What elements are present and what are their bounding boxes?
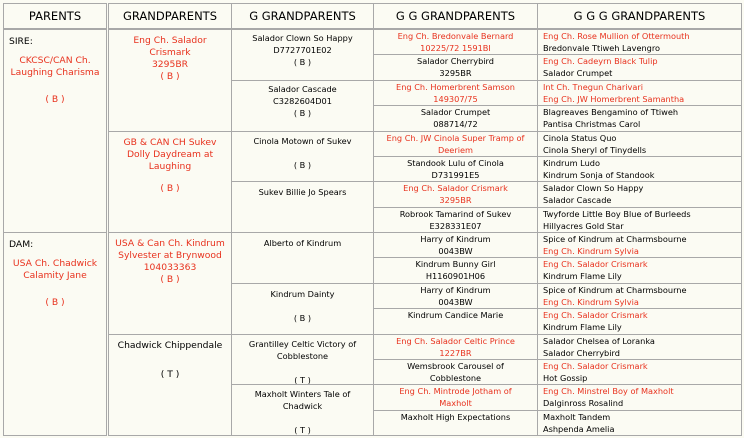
dog-name: Kindrum Sonja of Standook — [543, 169, 655, 180]
ggg-grandparent-cell[interactable] — [537, 232, 742, 258]
dog-name: D7727701E02 — [273, 45, 332, 55]
dog-name: Laughing Charisma — [10, 67, 100, 78]
gg-grandparent-cell[interactable] — [373, 207, 538, 233]
coat-color: ( B ) — [293, 107, 312, 118]
dog-name: Eng Ch. Kindrum Sylvia — [543, 246, 639, 256]
dog-name: Salador Cherrybird — [417, 56, 494, 67]
coat-color: ( B ) — [160, 71, 180, 82]
dog-name: Chadwick Chippendale — [117, 339, 223, 351]
dog-name: Deeriem — [437, 144, 474, 155]
ggg-grandparent-cell[interactable] — [537, 131, 742, 157]
gg-grandparent-cell[interactable] — [373, 131, 538, 157]
dog-name: Laughing — [148, 160, 192, 172]
dog-name: Chadwick — [282, 401, 323, 412]
coat-color: ( B ) — [293, 312, 312, 323]
grandparent-cell[interactable] — [108, 29, 232, 132]
dog-name: Standook Lulu of Cinola — [407, 157, 504, 168]
dog-name: D731991E5 — [431, 169, 480, 180]
coat-color: ( B ) — [160, 182, 180, 194]
grandparent-cell[interactable] — [108, 232, 232, 335]
column-header: GRANDPARENTS — [108, 3, 232, 29]
dog-name: Kindrum Flame Lily — [543, 322, 622, 333]
dog-name: Sylvester at Brynwood — [118, 250, 222, 261]
dog-name: Cinola Sheryl of Tinydells — [543, 144, 647, 155]
dog-name: 10225/72 1591BI — [420, 43, 491, 53]
dog-name: Salador Clown So Happy — [252, 33, 353, 43]
dog-name: Hillyacres Gold Star — [543, 220, 624, 231]
dog-name: Kindrum Flame Lily — [543, 271, 622, 282]
dam-label: DAM: — [9, 239, 34, 250]
dog-name: Cobblestone — [276, 350, 329, 361]
dog-name: Dolly Daydream at — [126, 148, 214, 160]
dog-name: Eng Ch. Kindrum Sylvia — [543, 296, 639, 307]
ggg-grandparent-cell[interactable] — [537, 359, 742, 385]
g-grandparent-cell[interactable] — [231, 232, 374, 284]
ggg-grandparent-cell[interactable] — [537, 29, 742, 55]
dog-name: Eng Ch. Minstrel Boy of Maxholt — [543, 386, 674, 397]
dog-name: 149307/75 — [433, 93, 478, 104]
g-grandparent-cell[interactable] — [231, 384, 374, 436]
gg-grandparent-cell[interactable] — [373, 181, 538, 207]
dog-name: Bredonvale Ttiweh Lavengro — [543, 43, 661, 53]
gg-grandparent-cell[interactable] — [373, 334, 538, 360]
dog-name: Salador Chelsea of Loranka — [543, 335, 655, 346]
dog-name: Eng Ch. JW Homerbrent Samantha — [543, 93, 685, 104]
ggg-grandparent-cell[interactable] — [537, 54, 742, 80]
dog-name: Sukev Billie Jo Spears — [258, 187, 347, 198]
dog-name: 0043BW — [438, 296, 473, 307]
dog-name: Blagreaves Bengamino of Ttiweh — [543, 107, 679, 118]
dog-name: Maxholt Winters Tale of — [254, 389, 351, 400]
dog-name: Eng Ch. Salador Crismark — [543, 259, 648, 270]
dog-name: Eng Ch. Salador Crismark — [543, 360, 648, 371]
dog-name: Salador Cascade — [268, 83, 337, 94]
gg-grandparent-cell[interactable] — [373, 232, 538, 258]
ggg-grandparent-cell[interactable] — [537, 207, 742, 233]
dog-name: Salador Cherrybird — [543, 347, 620, 358]
dog-name: Spice of Kindrum at Charmsbourne — [543, 234, 687, 244]
dog-name: Kindrum Ludo — [543, 157, 600, 168]
ggg-grandparent-cell[interactable] — [537, 105, 742, 131]
gg-grandparent-cell[interactable] — [373, 156, 538, 182]
dog-name: 088714/72 — [433, 119, 478, 130]
ggg-grandparent-cell[interactable] — [537, 257, 742, 283]
dog-name: Ashpenda Amelia — [543, 423, 615, 434]
coat-color: ( B ) — [45, 94, 65, 105]
gg-grandparent-cell[interactable] — [373, 105, 538, 131]
dog-name: Eng Ch. Salador Celtic Prince — [396, 335, 515, 346]
gg-grandparent-cell[interactable] — [373, 54, 538, 80]
g-grandparent-cell[interactable] — [231, 334, 374, 386]
dog-name: Maxholt High Expectations — [400, 411, 511, 422]
g-grandparent-cell[interactable] — [231, 80, 374, 132]
gg-grandparent-cell[interactable] — [373, 384, 538, 410]
grandparent-cell[interactable] — [108, 334, 232, 437]
dog-name: Spice of Kindrum at Charmsbourne — [543, 284, 687, 295]
dog-name: C3282604D01 — [273, 95, 332, 106]
gg-grandparent-cell[interactable] — [373, 283, 538, 309]
dog-name: Wemsbrook Carousel of — [407, 360, 504, 371]
coat-color: ( T ) — [160, 368, 180, 380]
g-grandparent-cell[interactable] — [231, 29, 374, 81]
sire-cell[interactable] — [3, 29, 107, 233]
gg-grandparent-cell[interactable] — [373, 29, 538, 55]
dog-name: Maxholt — [439, 398, 472, 409]
dog-name: 3295BR — [439, 68, 472, 79]
dog-name: Hot Gossip — [543, 372, 588, 383]
dog-name: Eng Ch. Homerbrent Samson — [396, 81, 515, 92]
dog-name: Calamity Jane — [23, 270, 87, 281]
coat-color: ( T ) — [294, 374, 311, 385]
dam-cell[interactable] — [3, 232, 107, 436]
dog-name: Salador Crumpet — [543, 68, 613, 79]
dog-name: Cobblestone — [429, 372, 482, 383]
dog-name: E328331E07 — [429, 220, 482, 231]
dog-name: Eng Ch. Cadeyrn Black Tulip — [543, 56, 658, 67]
dog-name: Salador Crumpet — [420, 107, 491, 118]
dog-name: 104033363 — [143, 262, 197, 273]
dog-name: 1227BR — [439, 347, 472, 358]
dog-name: Salador Cascade — [543, 195, 612, 206]
coat-color: ( B ) — [293, 159, 312, 170]
dog-name: Cinola Motown of Sukev — [253, 135, 352, 146]
dog-name: USA Ch. Chadwick — [12, 258, 98, 269]
dog-name: Eng Ch. Salador Crismark — [403, 183, 508, 194]
dog-name: GB & CAN CH Sukev — [123, 136, 217, 148]
coat-color: ( T ) — [294, 425, 311, 436]
dog-name: Eng Ch. Rose Mullion of Ottermouth — [543, 31, 690, 41]
dog-name: H1160901H06 — [425, 271, 486, 282]
dog-name: Eng Ch. Bredonvale Bernard — [397, 31, 514, 41]
coat-color: ( B ) — [160, 274, 180, 285]
dog-name: Robrook Tamarind of Sukev — [399, 208, 512, 219]
dog-name: Kindrum Dainty — [270, 288, 335, 299]
column-header: G G GRANDPARENTS — [373, 3, 538, 29]
dog-name: Harry of Kindrum — [420, 234, 491, 244]
ggg-grandparent-cell[interactable] — [537, 80, 742, 106]
sire-label: SIRE: — [9, 36, 33, 47]
ggg-grandparent-cell[interactable] — [537, 156, 742, 182]
coat-color: ( B ) — [293, 57, 312, 67]
column-header: G G G GRANDPARENTS — [537, 3, 742, 29]
column-header: PARENTS — [3, 3, 107, 29]
dog-name: 3295BR — [151, 59, 189, 70]
dog-name: Int Ch. Tnegun Charivari — [543, 81, 644, 92]
g-grandparent-cell[interactable] — [231, 283, 374, 335]
dog-name: Kindrum Bunny Girl — [415, 259, 496, 270]
ggg-grandparent-cell[interactable] — [537, 410, 742, 436]
gg-grandparent-cell[interactable] — [373, 257, 538, 283]
grandparent-cell[interactable] — [108, 131, 232, 234]
dog-name: Dalginross Rosalind — [543, 398, 624, 409]
dog-name: Eng Ch. JW Cinola Super Tramp of — [386, 132, 525, 143]
dog-name: Salador Clown So Happy — [543, 183, 644, 194]
gg-grandparent-cell[interactable] — [373, 359, 538, 385]
dog-name: 3295BR — [439, 195, 472, 206]
dog-name: Crismark — [149, 47, 191, 58]
gg-grandparent-cell[interactable] — [373, 80, 538, 106]
dog-name: Eng Ch. Mintrode Jotham of — [399, 386, 512, 397]
dog-name: Alberto of Kindrum — [263, 238, 342, 248]
dog-name: Eng Ch. Salador — [133, 35, 207, 46]
ggg-grandparent-cell[interactable] — [537, 283, 742, 309]
dog-name: Maxholt Tandem — [543, 411, 611, 422]
g-grandparent-cell[interactable] — [231, 181, 374, 233]
ggg-grandparent-cell[interactable] — [537, 308, 742, 334]
coat-color: ( B ) — [45, 297, 65, 308]
ggg-grandparent-cell[interactable] — [537, 181, 742, 207]
dog-name: Harry of Kindrum — [420, 284, 491, 295]
ggg-grandparent-cell[interactable] — [537, 334, 742, 360]
ggg-grandparent-cell[interactable] — [537, 384, 742, 410]
dog-name: Twyforde Little Boy Blue of Burleeds — [543, 208, 691, 219]
dog-name: Kindrum Candice Marie — [407, 310, 504, 321]
dog-name: USA & Can Ch. Kindrum — [115, 238, 225, 249]
column-header: G GRANDPARENTS — [231, 3, 374, 29]
dog-name: Grantilley Celtic Victory of — [248, 338, 357, 349]
g-grandparent-cell[interactable] — [231, 131, 374, 183]
dog-name: Pantisa Christmas Carol — [543, 119, 641, 130]
gg-grandparent-cell[interactable] — [373, 308, 538, 334]
dog-name: 0043BW — [438, 246, 473, 256]
dog-name: Cinola Status Quo — [543, 132, 617, 143]
dog-name: CKCSC/CAN Ch. — [19, 55, 91, 66]
dog-name: Eng Ch. Salador Crismark — [543, 310, 648, 321]
gg-grandparent-cell[interactable] — [373, 410, 538, 436]
